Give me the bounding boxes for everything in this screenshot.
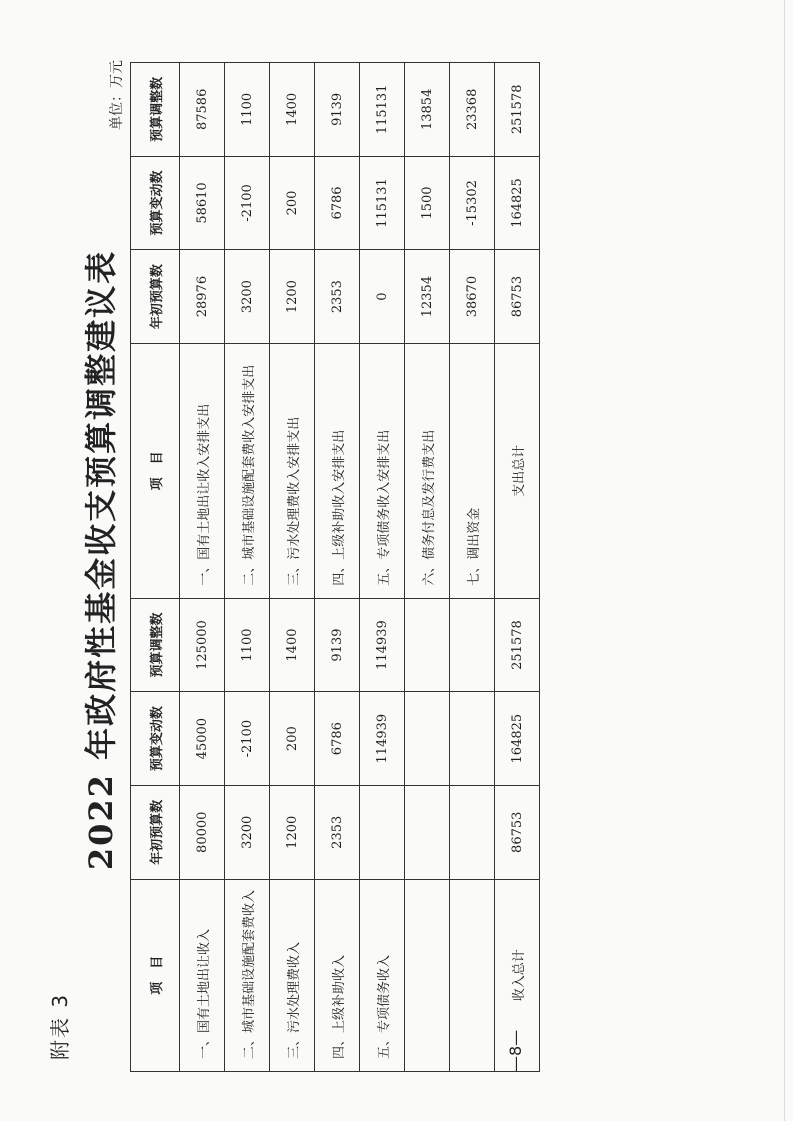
income-initial: 3200 — [225, 785, 270, 879]
income-change: 6786 — [315, 692, 360, 786]
income-item — [405, 879, 450, 1071]
income-adjusted: 1400 — [270, 598, 315, 692]
income-change: -2100 — [225, 692, 270, 786]
income-total-label: 收入总计 — [495, 879, 540, 1071]
income-item: 四、上级补助收入 — [315, 879, 360, 1071]
expenditure-change: 58610 — [180, 156, 225, 250]
income-item — [450, 879, 495, 1071]
expenditure-total-initial: 86753 — [495, 250, 540, 344]
income-initial — [450, 785, 495, 879]
page-title: 2022 年政府性基金收支预算调整建议表 — [82, 249, 120, 871]
income-item: 三、污水处理费收入 — [270, 879, 315, 1071]
income-change — [450, 692, 495, 786]
expenditure-adjusted: 87586 — [180, 63, 225, 157]
table-row — [180, 63, 225, 1072]
income-change: 114939 — [360, 692, 405, 786]
expenditure-total-label: 支出总计 — [495, 343, 540, 598]
total-row — [495, 63, 540, 1072]
income-item: 二、城市基础设施配套费收入 — [225, 879, 270, 1071]
expenditure-item: 六、债务付息及发行费支出 — [405, 343, 450, 598]
table-row — [225, 63, 270, 1072]
expenditure-initial: 0 — [360, 250, 405, 344]
expenditure-item-header: 项 目 — [131, 343, 180, 598]
expenditure-item: 五、专项债务收入安排支出 — [360, 343, 405, 598]
table-row — [315, 63, 360, 1072]
income-adjusted: 125000 — [180, 598, 225, 692]
expenditure-initial: 1200 — [270, 250, 315, 344]
expenditure-adjusted: 9139 — [315, 63, 360, 157]
expenditure-item: 七、调出资金 — [450, 343, 495, 598]
income-change — [405, 692, 450, 786]
income-initial: 80000 — [180, 785, 225, 879]
expenditure-adjusted: 115131 — [360, 63, 405, 157]
income-adjusted: 1100 — [225, 598, 270, 692]
income-adjusted — [450, 598, 495, 692]
expenditure-item: 一、国有土地出让收入安排支出 — [180, 343, 225, 598]
income-item: 一、国有土地出让收入 — [180, 879, 225, 1071]
attachment-label: 附表 3 — [48, 992, 72, 1060]
income-total-change: 164825 — [495, 692, 540, 786]
income-initial-header: 年初预算数 — [131, 785, 180, 879]
expenditure-total-adjusted: 251578 — [495, 63, 540, 157]
unit-label: 单位：万元 — [109, 60, 125, 130]
expenditure-item: 二、城市基础设施配套费收入安排支出 — [225, 343, 270, 598]
table-row — [450, 63, 495, 1072]
expenditure-change: 6786 — [315, 156, 360, 250]
income-adjusted: 114939 — [360, 598, 405, 692]
income-adjusted-header: 预算调整数 — [131, 598, 180, 692]
expenditure-change: -2100 — [225, 156, 270, 250]
income-initial — [405, 785, 450, 879]
income-item-header: 项 目 — [131, 879, 180, 1071]
income-change: 45000 — [180, 692, 225, 786]
income-change: 200 — [270, 692, 315, 786]
table-row — [405, 63, 450, 1072]
income-item: 五、专项债务收入 — [360, 879, 405, 1071]
expenditure-adjusted: 13854 — [405, 63, 450, 157]
expenditure-initial: 3200 — [225, 250, 270, 344]
income-adjusted: 9139 — [315, 598, 360, 692]
table-row — [360, 63, 405, 1072]
expenditure-change-header: 预算变动数 — [131, 156, 180, 250]
expenditure-change: -15302 — [450, 156, 495, 250]
rotated-document-sheet — [36, 30, 756, 1090]
expenditure-change: 200 — [270, 156, 315, 250]
income-total-adjusted: 251578 — [495, 598, 540, 692]
income-initial: 1200 — [270, 785, 315, 879]
expenditure-adjusted: 23368 — [450, 63, 495, 157]
expenditure-initial: 28976 — [180, 250, 225, 344]
expenditure-initial: 38670 — [450, 250, 495, 344]
page-number: —8— — [506, 1029, 525, 1072]
income-total-initial: 86753 — [495, 785, 540, 879]
expenditure-initial: 12354 — [405, 250, 450, 344]
table-header-row — [131, 63, 180, 1072]
income-change-header: 预算变动数 — [131, 692, 180, 786]
income-initial — [360, 785, 405, 879]
expenditure-item: 四、上级补助收入安排支出 — [315, 343, 360, 598]
income-adjusted — [405, 598, 450, 692]
table-row — [270, 63, 315, 1072]
expenditure-adjusted: 1400 — [270, 63, 315, 157]
expenditure-adjusted-header: 预算调整数 — [131, 63, 180, 157]
expenditure-initial: 2353 — [315, 250, 360, 344]
expenditure-change: 1500 — [405, 156, 450, 250]
expenditure-item: 三、污水处理费收入安排支出 — [270, 343, 315, 598]
expenditure-total-change: 164825 — [495, 156, 540, 250]
expenditure-adjusted: 1100 — [225, 63, 270, 157]
budget-table — [130, 62, 540, 1072]
income-initial: 2353 — [315, 785, 360, 879]
expenditure-initial-header: 年初预算数 — [131, 250, 180, 344]
expenditure-change: 115131 — [360, 156, 405, 250]
